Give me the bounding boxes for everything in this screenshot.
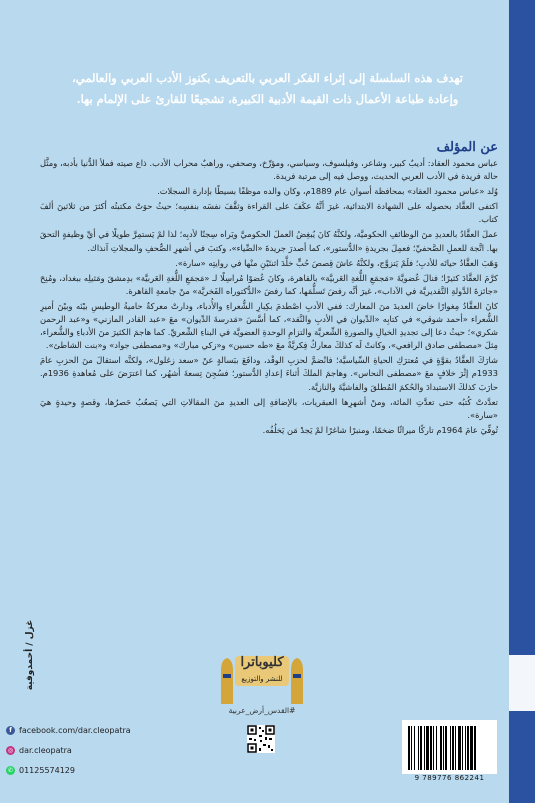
- barcode-bar: [470, 726, 473, 770]
- author-section: [40, 140, 498, 650]
- instagram-contact[interactable]: [6, 743, 72, 757]
- barcode-bar: [436, 726, 437, 770]
- publisher-tagline: #القدس_أرض_عربية: [228, 706, 296, 715]
- publisher-subtitle: للنشر والتوزيع: [241, 675, 283, 683]
- author-paragraph: تعدَّدتْ كُتبُه حتى تعدَّتِ المائة، ومنْ أشهرِها العبقريات، بالإضافةِ إلى العديدِ منَ المقالاتِ التي يَصعُبُ حَصرُها، وقصةٍ وحيدةٍ هيَ «سارة».: [40, 396, 498, 420]
- barcode-bar: [418, 726, 419, 770]
- author-paragraph: كرَّمَ العقَّادَ كثيرًا؛ فنالَ عُضويَّةَ «مَجمَعِ اللُّغةِ العَربيَّة» بالقاهرة، وكانَ عُضوًا مُراسِلًا لـ «مَجمَعِ اللُّغةِ العَربيَّة» بدِمشقَ ومَثيلِه ببغداد، ومُنِحَ «جائزةَ الدَّولةِ التَّقديريَّة في الآداب»، غيرَ أنَّه رفضَ تَسلُّمَها، كما رفضَ «الدُّكتوراه الفَخريَّة» منْ جامعةِ القاهرة.: [40, 272, 498, 296]
- qr-code[interactable]: [247, 725, 275, 753]
- whatsapp-contact[interactable]: [6, 763, 75, 777]
- author-paragraph: تُوفِّيَ عامَ 1964م تاركًا ميراثًا ضخمًا، ومنبرًا شاغرًا لمْ يَجدْ مَن يَخلُفُه.: [262, 424, 498, 435]
- author-paragraph: وُلد «عباس محمود العقاد» بمحافظة أسوان عام 1889م، وكان والده موظفًا بسيطًا بإدارة السجلات.: [157, 186, 498, 197]
- facebook-icon: f: [6, 726, 15, 735]
- barcode-bar: [465, 726, 466, 770]
- author-paragraph: شارَكَ العقَّادُ بقوَّةٍ في مُعترَكِ الحياةِ السِّياسيَّة؛ فانْضمَّ لحزبِ الوفْد، ودافَعَ ببَسالةٍ عنْ «سعد زغلول»، ولكنَّه استقالَ منَ الحزبِ عامَ 1933م إثْرَ خلافٍ معَ «مصطفى النحاس». وهاجمَ الملكَ أثناءَ إعدادِ الدُّستور؛ فسُجِنَ تِسعةَ أشهُر، كما اعترَضَ على مُعاهدةِ 1936م. حارَبَ كذلكَ الاستبدادَ والحُكمَ المُطلقَ والفاشيَّةَ والنازيَّة.: [40, 355, 498, 392]
- barcode-bar: [458, 726, 461, 770]
- barcode-bar: [462, 726, 463, 770]
- barcode-bar: [414, 726, 415, 770]
- instagram-icon: ◎: [7, 746, 14, 754]
- series-intro: [40, 68, 495, 110]
- barcode-bar: [426, 726, 429, 770]
- barcode-bar: [445, 726, 447, 770]
- barcode-bar: [433, 726, 434, 770]
- isbn-number: 9 789776 862241: [414, 774, 485, 782]
- genre-label-text: غزل / أحمدوفية: [25, 619, 35, 691]
- barcode-bar: [443, 726, 444, 770]
- whatsapp-text: 01125574129: [19, 765, 75, 775]
- barcode-bar: [430, 726, 432, 770]
- barcode-bar: [440, 726, 442, 770]
- publisher-name: كليوباترا: [240, 655, 284, 670]
- facebook-text: facebook.com/dar.cleopatra: [19, 725, 131, 735]
- barcode-icon: [402, 720, 497, 774]
- whatsapp-icon: ✆: [7, 766, 14, 774]
- facebook-contact[interactable]: [6, 723, 131, 737]
- intro-line-1: تهدف هذه السلسلة إلى إثراء الفكر العربي بالتعريف بكنوز الأدب العربي والعالمي،: [72, 71, 463, 85]
- author-paragraph: اكتفى العقَّاد بحصوله على الشهادة الابتدائية، غيرَ أنَّهُ عكَفَ على القراءة وثقَّفَ نفسَه بنفسِه؛ حيثُ حوَتْ مكتبتُه أكثرَ من ثلاثينَ ألفَ كتاب.: [40, 201, 498, 225]
- barcode-bar: [424, 726, 425, 770]
- barcode-bar: [452, 726, 454, 770]
- barcode-bar: [467, 726, 469, 770]
- barcode-bar: [455, 726, 456, 770]
- instagram-text: dar.cleopatra: [19, 745, 72, 755]
- qr-code-icon: [247, 725, 275, 753]
- barcode-bar: [411, 726, 412, 770]
- author-paragraph: كانَ العقَّادُ مِغوارًا خاضَ العديدَ منَ المعارك: ففي الأدبِ اصْطدمَ بكِبارِ الشُّعراءِ والأُدباء، ودارتْ معركةٌ حاميةُ الوطيسِ بيْنَه وبيْنَ أميرِ الشُّعراء «أحمد شوقي» في كتابِه «الدِّيوان في الأدبِ والنَّقد»، كما أسَّسَ «مَدرسةَ الدِّيوان» معَ «عبد القادر المازني» و«عبد الرحمن شكري»؛ حيثُ دعا إلى تجديدِ الخيالِ والصورةِ الشِّعريَّة والتزامِ الوحدةِ العضويَّة في البناءِ الشِّعريِّ. كما هاجمَ الكثيرَ منَ الأدباءِ والشُّعراء، مِثلَ «مصطفى صادق الرافعي»، وكانتْ لَه كذلكَ معاركُ فِكريَّةٌ معَ «طه حسين» و«زكي مبارك» و«مصطفى جواد» و«بنت الشاطئ».: [40, 300, 498, 351]
- barcode-bar: [474, 726, 476, 770]
- genre-label: [20, 610, 40, 700]
- author-paragraph: وَهَبَ العقَّادُ حياتَه للأدبِ؛ فلَمْ يَتزوَّج، ولكنَّهُ عاشَ قِصصَ حُبٍّ خلَّدَ اثنتَيْنِ منْها في روايتِه «سارة».: [175, 257, 498, 268]
- barcode-bar: [450, 726, 451, 770]
- author-paragraph: عملَ العقَّادُ بالعديدِ منَ الوظائفِ الحكوميَّة، ولكنَّهُ كانَ يُبغِضُ العملَ الحكوميَّ ويَراه سِجنًا لأدبِه؛ لذا لمْ يَستمِرَّ طويلًا في أيِّ وظيفةٍ التحقَ بها. اتَّجهَ للعملِ الصَّحفيِّ؛ فعمِلَ بجريدةِ «الدُّستور»، كما أصدرَ جريدةَ «الضِّياء»، وكتبَ في أشهرِ الصُّحفِ والمجلاتِ آنذاك.: [40, 229, 498, 253]
- intro-line-2: وإعادة طباعة الأعمال ذات القيمة الأدبية الكبيرة، تشجيعًا للقارئ على الإلمام بها.: [76, 92, 459, 106]
- publisher-logo: [213, 650, 311, 706]
- barcode-bar: [408, 726, 410, 770]
- author-paragraph: عباس محمود العقاد: أديبٌ كبير، وشاعر، وفيلسوف، وسياسي، ومؤرِّخ، وصحفي، وراهبٌ محراب الأدب. ذاع صيته فملأ الدُّنيا بأدبه، ومثَّل حالة فريدة في الأدب العربي الحديث، ووصل فيه إلى مرتبة فريدة.: [40, 158, 498, 182]
- barcode-bar: [420, 726, 422, 770]
- author-heading: عن المؤلف: [436, 140, 498, 155]
- spine-label-area: [509, 655, 535, 711]
- barcode: [402, 720, 497, 774]
